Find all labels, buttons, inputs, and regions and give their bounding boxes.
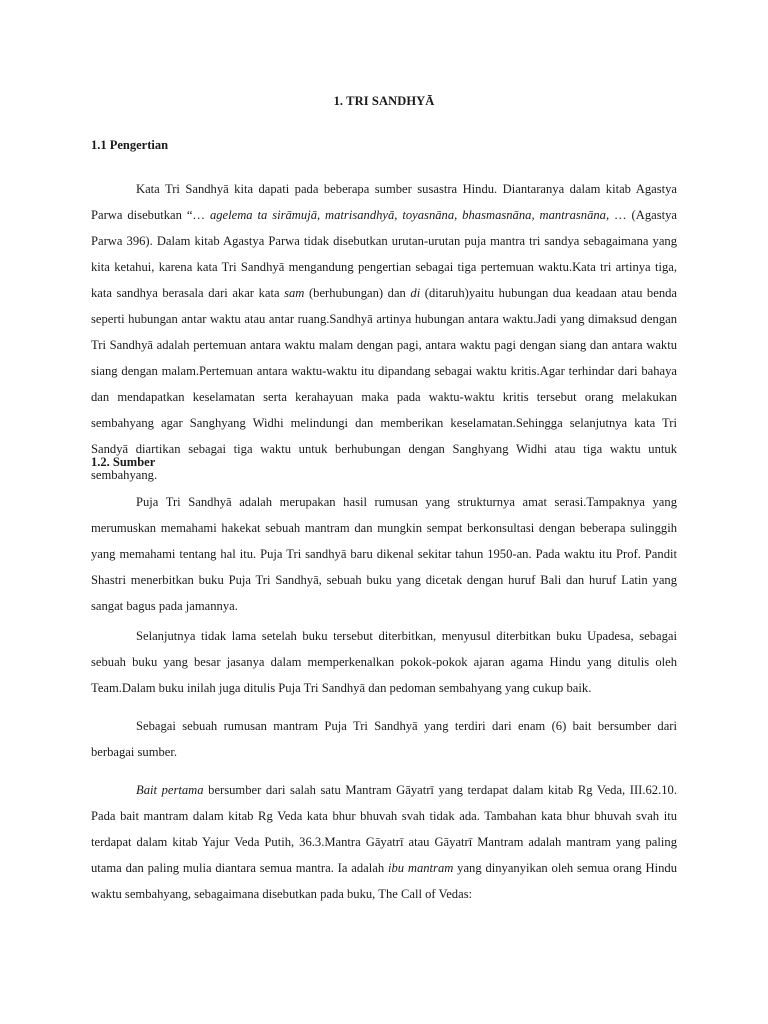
section-heading-sumber: 1.2. Sumber xyxy=(91,455,156,469)
italic-term: sam xyxy=(284,286,305,300)
paragraph-sumber-2 xyxy=(91,623,677,701)
section-heading-pengertian: 1.1 Pengertian xyxy=(91,138,169,152)
paragraph-pengertian-1 xyxy=(91,176,677,488)
paragraph-sumber-4 xyxy=(91,777,677,907)
paragraph-sumber-3 xyxy=(91,713,677,765)
italic-term: agelema ta sirāmujā, matrisandhyā, toyasnāna, bhasmasnāna, mantrasnāna xyxy=(209,208,606,222)
text-segment: Kata Tri Sandhyā kita dapati pada beberapa sumber susastra Hindu. Diantaranya dalam kitab Agastya Parwa disebutkan “… xyxy=(91,182,677,222)
document-title: 1. TRI SANDHYĀ xyxy=(333,94,435,108)
text-segment: Selanjutnya tidak lama setelah buku tersebut diterbitkan, menyusul diterbitkan buku Upadesa, sebagai sebuah buku yang besar jasanya dalam memperkenalkan pokok-pokok ajaran agama Hindu yang ditulis oleh Team.Dalam buku inilah juga ditulis Puja Tri Sandhyā dan pedoman sembahyang yang cukup baik. xyxy=(91,629,677,695)
text-segment: Puja Tri Sandhyā adalah merupakan hasil rumusan yang strukturnya amat serasi.Tampaknya yang merumuskan memahami hakekat sebuah mantram dan mungkin sempat berkonsultasi dengan beberapa sulinggih yang memahami tentang hal itu. Puja Tri sandhyā baru dikenal sekitar tahun 1950-an. Pada waktu itu Prof. Pandit Shastri menerbitkan buku Puja Tri Sandhyā, sebuah buku yang dicetak dengan huruf Bali dan huruf Latin yang sangat bagus pada jamannya. xyxy=(91,495,677,613)
paragraph-sumber-1 xyxy=(91,489,677,619)
italic-term: ibu mantram xyxy=(387,861,454,875)
text-segment: (ditaruh)yaitu hubungan dua keadaan atau benda seperti hubungan antar waktu atau antar ruang.Sandhyā artinya hubungan antara waktu.Jadi yang dimaksud dengan Tri Sandhyā adalah pertemuan antara waktu malam dengan pagi, antara waktu pagi dengan siang dan antara waktu siang dengan malam.Pertemuan antara waktu-waktu itu dipandang sebagai waktu kritis.Agar terhindar dari bahaya dan mendapatkan keselamatan serta kerahayuan maka pada waktu-waktu kritis tersebut orang melakukan sembahyang agar Sanghyang Widhi melindungi dan memberikan keselamatan.Sehingga selanjutnya kata Tri Sandyā diartikan sebagai tiga waktu untuk berhubungan dengan Sanghyang Widhi atau tiga waktu untuk sembahyang. xyxy=(91,286,677,482)
italic-term: di xyxy=(410,286,421,300)
text-segment: bersumber dari salah satu Mantram Gāyatrī yang terdapat dalam kitab Rg Veda, III.62.10. Pada bait mantram dalam kitab Rg Veda kata bhur bhuvah svah tidak ada. Tambahan kata bhur bhuvah svah itu terdapat dalam kitab Yajur Veda Putih, 36.3.Mantra Gāyatrī atau Gāyatrī Mantram adalah mantram yang paling utama dan paling mulia diantara semua mantra. Ia adalah xyxy=(91,783,677,875)
text-segment: Sebagai sebuah rumusan mantram Puja Tri Sandhyā yang terdiri dari enam (6) bait bersumber dari berbagai sumber. xyxy=(91,719,677,759)
text-segment: (berhubungan) dan xyxy=(304,286,411,300)
italic-term: Bait pertama xyxy=(136,783,204,797)
text-segment: yang dinyanyikan oleh semua orang Hindu waktu sembahyang, sebagaimana disebutkan pada buku, The Call of Vedas: xyxy=(91,861,677,901)
text-segment: , … (Agastya Parwa 396). Dalam kitab Agastya Parwa tidak disebutkan urutan-urutan puja mantra tri sandya sebagaimana yang kita ketahui, karena kata Tri Sandhyā mengandung pengertian sebagai tiga pertemuan waktu.Kata tri artinya tiga, kata sandhya berasala dari akar kata xyxy=(91,208,677,300)
